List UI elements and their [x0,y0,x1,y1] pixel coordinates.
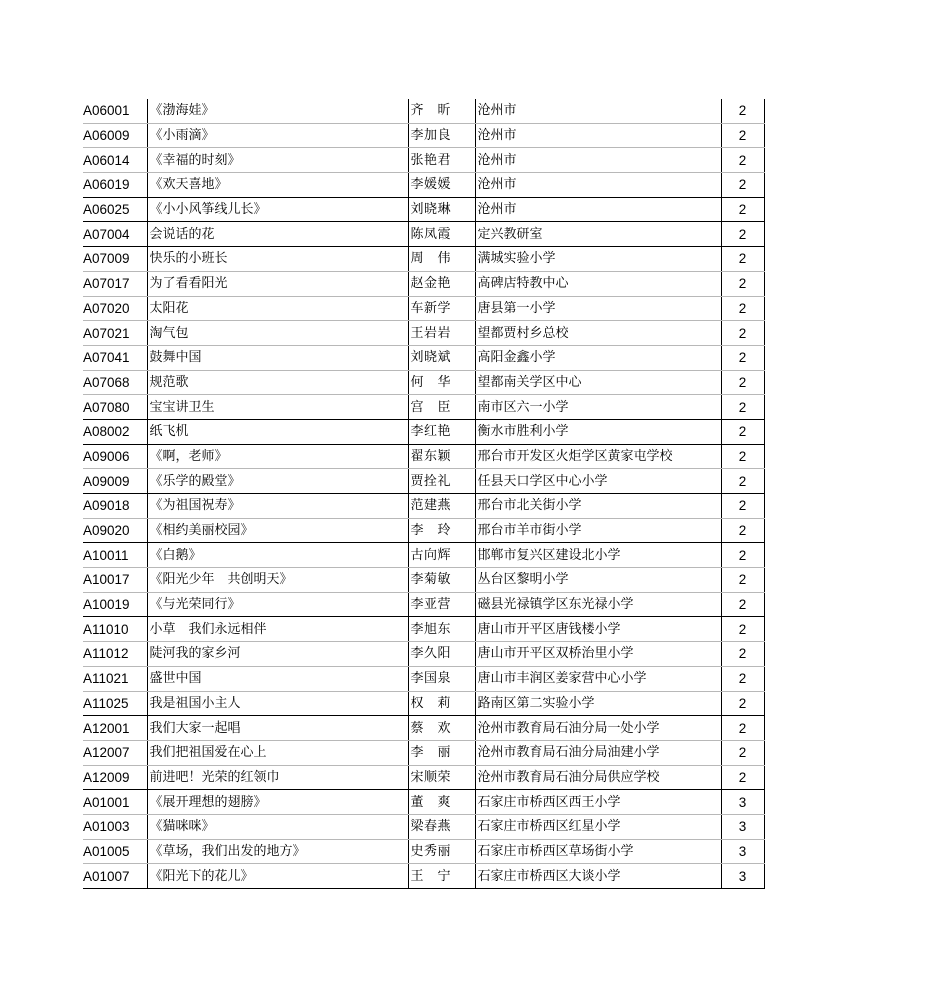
cell-code: A12007 [83,740,147,765]
cell-title: 《幸福的时刻》 [147,148,408,173]
cell-title: 我们把祖国爱在心上 [147,740,408,765]
cell-name: 刘晓斌 [408,345,475,370]
cell-code: A11010 [83,617,147,642]
cell-unit: 任县天口学区中心小学 [475,469,721,494]
table-row [83,395,764,420]
cell-code: A06025 [83,197,147,222]
cell-code: A11012 [83,642,147,667]
cell-grade: 2 [721,444,764,469]
cell-grade: 2 [721,469,764,494]
cell-grade: 2 [721,666,764,691]
cell-title: 纸飞机 [147,419,408,444]
cell-name: 李旭东 [408,617,475,642]
cell-unit: 路南区第二实验小学 [475,691,721,716]
table-row [83,321,764,346]
cell-grade: 2 [721,173,764,198]
cell-grade: 2 [721,123,764,148]
cell-grade: 2 [721,247,764,272]
cell-title: 《猫咪咪》 [147,814,408,839]
cell-code: A06019 [83,173,147,198]
cell-grade: 2 [721,716,764,741]
table-row [83,99,764,123]
cell-name: 范建燕 [408,494,475,519]
table-row [83,716,764,741]
cell-unit: 邢台市开发区火炬学区黄家屯学校 [475,444,721,469]
table-row [83,173,764,198]
cell-name: 李媛媛 [408,173,475,198]
cell-grade: 2 [721,99,764,123]
cell-code: A07021 [83,321,147,346]
cell-unit: 满城实验小学 [475,247,721,272]
table-row [83,419,764,444]
cell-code: A09018 [83,494,147,519]
cell-code: A07009 [83,247,147,272]
cell-name: 齐 昕 [408,99,475,123]
cell-grade: 3 [721,814,764,839]
cell-title: 《乐学的殿堂》 [147,469,408,494]
cell-code: A06014 [83,148,147,173]
cell-unit: 沧州市 [475,123,721,148]
table-row [83,469,764,494]
cell-name: 宫 臣 [408,395,475,420]
cell-grade: 2 [721,568,764,593]
cell-grade: 2 [721,296,764,321]
cell-unit: 沧州市教育局石油分局油建小学 [475,740,721,765]
cell-name: 王岩岩 [408,321,475,346]
cell-title: 快乐的小班长 [147,247,408,272]
cell-name: 梁春燕 [408,814,475,839]
table-row [83,345,764,370]
cell-name: 李红艳 [408,419,475,444]
cell-code: A07020 [83,296,147,321]
cell-name: 古向辉 [408,543,475,568]
cell-name: 李国泉 [408,666,475,691]
table-row [83,271,764,296]
cell-name: 贾拴礼 [408,469,475,494]
cell-unit: 衡水市胜利小学 [475,419,721,444]
cell-grade: 2 [721,494,764,519]
cell-title: 《小小风筝线儿长》 [147,197,408,222]
table-row [83,123,764,148]
cell-name: 李加良 [408,123,475,148]
table-row [83,864,764,889]
cell-code: A10017 [83,568,147,593]
cell-grade: 2 [721,642,764,667]
cell-unit: 沧州市 [475,99,721,123]
cell-name: 宋顺荣 [408,765,475,790]
table-row [83,691,764,716]
table-row [83,444,764,469]
table-row [83,814,764,839]
cell-code: A07080 [83,395,147,420]
table-row [83,518,764,543]
cell-code: A09006 [83,444,147,469]
table-row [83,592,764,617]
cell-unit: 沧州市教育局石油分局供应学校 [475,765,721,790]
cell-title: 规范歌 [147,370,408,395]
cell-title: 《阳光下的花儿》 [147,864,408,889]
cell-unit: 望都贾村乡总校 [475,321,721,346]
cell-unit: 石家庄市桥西区草场街小学 [475,839,721,864]
cell-code: A07017 [83,271,147,296]
table-row [83,568,764,593]
table-row [83,543,764,568]
cell-grade: 3 [721,864,764,889]
cell-name: 权 莉 [408,691,475,716]
cell-title: 《与光荣同行》 [147,592,408,617]
cell-title: 为了看看阳光 [147,271,408,296]
cell-name: 李 玲 [408,518,475,543]
cell-unit: 沧州市 [475,148,721,173]
table-row [83,666,764,691]
cell-title: 《欢天喜地》 [147,173,408,198]
cell-grade: 2 [721,740,764,765]
cell-title: 《啊，老师》 [147,444,408,469]
cell-grade: 3 [721,839,764,864]
cell-code: A07068 [83,370,147,395]
cell-title: 会说话的花 [147,222,408,247]
table-row [83,740,764,765]
cell-name: 何 华 [408,370,475,395]
results-table [83,99,765,889]
cell-unit: 唐山市开平区双桥治里小学 [475,642,721,667]
cell-code: A01003 [83,814,147,839]
cell-name: 周 伟 [408,247,475,272]
cell-name: 李 丽 [408,740,475,765]
cell-name: 陈凤霞 [408,222,475,247]
cell-name: 刘晓琳 [408,197,475,222]
cell-title: 太阳花 [147,296,408,321]
cell-unit: 高碑店特教中心 [475,271,721,296]
table-row [83,790,764,815]
cell-grade: 2 [721,271,764,296]
cell-grade: 2 [721,395,764,420]
cell-unit: 沧州市教育局石油分局一处小学 [475,716,721,741]
cell-name: 李菊敏 [408,568,475,593]
cell-name: 张艳君 [408,148,475,173]
table-row [83,222,764,247]
cell-unit: 磁县光禄镇学区东光禄小学 [475,592,721,617]
cell-unit: 邢台市羊市街小学 [475,518,721,543]
cell-grade: 2 [721,765,764,790]
table-row [83,247,764,272]
cell-code: A01005 [83,839,147,864]
cell-unit: 高阳金鑫小学 [475,345,721,370]
cell-name: 蔡 欢 [408,716,475,741]
table-row [83,148,764,173]
cell-title: 《展开理想的翅膀》 [147,790,408,815]
cell-unit: 石家庄市桥西区西王小学 [475,790,721,815]
cell-code: A12001 [83,716,147,741]
cell-title: 淘气包 [147,321,408,346]
cell-title: 宝宝讲卫生 [147,395,408,420]
cell-code: A08002 [83,419,147,444]
cell-grade: 2 [721,370,764,395]
cell-title: 《为祖国祝寿》 [147,494,408,519]
cell-grade: 2 [721,148,764,173]
cell-unit: 望都南关学区中心 [475,370,721,395]
cell-grade: 2 [721,592,764,617]
cell-code: A09020 [83,518,147,543]
cell-code: A11025 [83,691,147,716]
cell-grade: 2 [721,518,764,543]
cell-unit: 邢台市北关街小学 [475,494,721,519]
cell-code: A10011 [83,543,147,568]
cell-title: 我们大家一起唱 [147,716,408,741]
cell-unit: 沧州市 [475,197,721,222]
cell-grade: 2 [721,617,764,642]
cell-title: 前进吧！光荣的红领巾 [147,765,408,790]
cell-title: 《白鹅》 [147,543,408,568]
cell-code: A11021 [83,666,147,691]
cell-title: 《渤海娃》 [147,99,408,123]
cell-grade: 2 [721,691,764,716]
cell-grade: 2 [721,197,764,222]
cell-code: A07004 [83,222,147,247]
cell-code: A10019 [83,592,147,617]
cell-name: 史秀丽 [408,839,475,864]
cell-grade: 3 [721,790,764,815]
cell-name: 翟东颖 [408,444,475,469]
cell-name: 车新学 [408,296,475,321]
cell-code: A06009 [83,123,147,148]
cell-title: 小草 我们永远相伴 [147,617,408,642]
table-row [83,765,764,790]
cell-unit: 石家庄市桥西区红星小学 [475,814,721,839]
cell-name: 王 宁 [408,864,475,889]
cell-title: 鼓舞中国 [147,345,408,370]
cell-unit: 南市区六一小学 [475,395,721,420]
cell-unit: 邯郸市复兴区建设北小学 [475,543,721,568]
cell-unit: 定兴教研室 [475,222,721,247]
cell-name: 李亚营 [408,592,475,617]
cell-title: 《小雨滴》 [147,123,408,148]
cell-grade: 2 [721,419,764,444]
cell-grade: 2 [721,222,764,247]
cell-grade: 2 [721,543,764,568]
cell-code: A01001 [83,790,147,815]
cell-name: 李久阳 [408,642,475,667]
table-row [83,296,764,321]
cell-name: 赵金艳 [408,271,475,296]
table-row [83,197,764,222]
cell-code: A06001 [83,99,147,123]
cell-code: A12009 [83,765,147,790]
cell-grade: 2 [721,345,764,370]
cell-code: A01007 [83,864,147,889]
cell-grade: 2 [721,321,764,346]
cell-code: A07041 [83,345,147,370]
cell-code: A09009 [83,469,147,494]
table-row [83,642,764,667]
cell-title: 《草场，我们出发的地方》 [147,839,408,864]
table-row [83,494,764,519]
cell-title: 我是祖国小主人 [147,691,408,716]
cell-unit: 沧州市 [475,173,721,198]
cell-title: 陡河我的家乡河 [147,642,408,667]
cell-title: 盛世中国 [147,666,408,691]
cell-title: 《阳光少年 共创明天》 [147,568,408,593]
table-row [83,370,764,395]
table-row [83,839,764,864]
table-row [83,617,764,642]
cell-unit: 石家庄市桥西区大谈小学 [475,864,721,889]
results-table-body [83,99,764,889]
cell-unit: 唐县第一小学 [475,296,721,321]
cell-unit: 唐山市开平区唐钱楼小学 [475,617,721,642]
cell-title: 《相约美丽校园》 [147,518,408,543]
cell-unit: 唐山市丰润区姜家营中心小学 [475,666,721,691]
cell-name: 董 爽 [408,790,475,815]
cell-unit: 丛台区黎明小学 [475,568,721,593]
